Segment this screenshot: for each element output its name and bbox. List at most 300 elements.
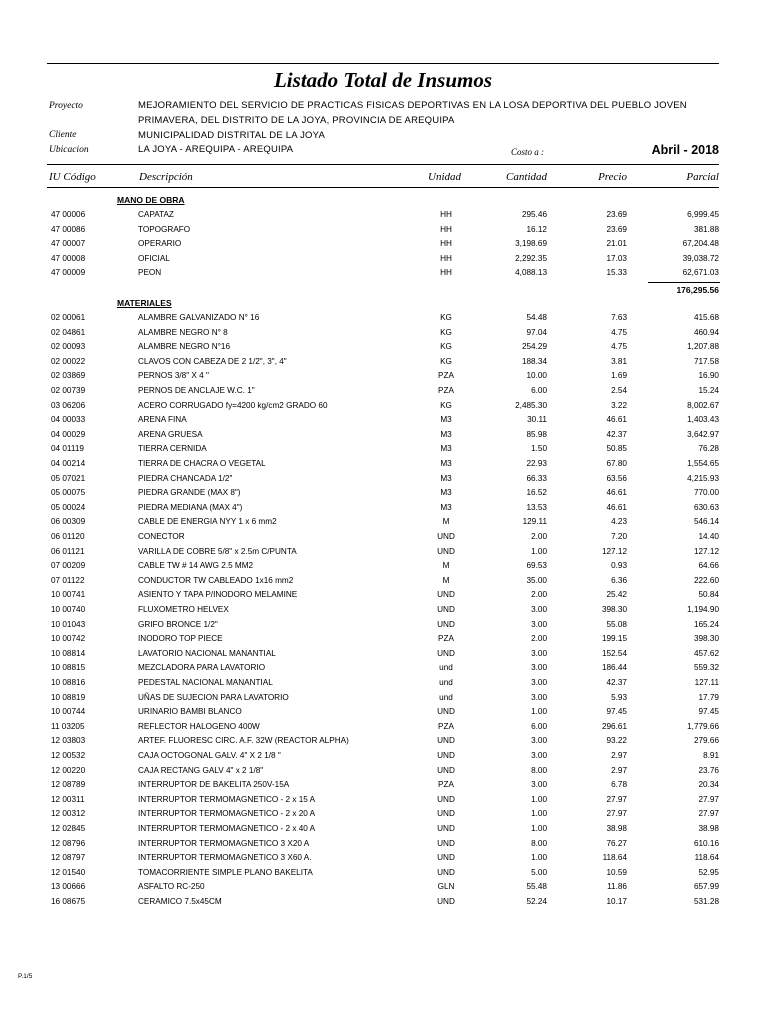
- item-code: 12 08796: [51, 838, 86, 848]
- item-unit: UND: [437, 707, 455, 717]
- item-quantity: 254.29: [521, 342, 547, 352]
- item-unit: KG: [440, 327, 452, 337]
- item-description: INODORO TOP PIECE: [138, 634, 223, 644]
- item-price: 0.93: [611, 561, 627, 571]
- item-total: 381.88: [693, 224, 719, 234]
- table-row: [0, 868, 768, 883]
- item-total: 17.79: [698, 692, 719, 702]
- item-price: 199.15: [601, 634, 627, 644]
- item-description: INTERRUPTOR TERMOMAGNETICO - 2 x 40 A: [138, 824, 316, 833]
- cliente-label: Cliente: [49, 130, 77, 140]
- header-rule-top: [47, 164, 719, 165]
- table-row: [0, 736, 768, 751]
- item-unit: KG: [440, 356, 452, 366]
- item-price: 93.22: [606, 736, 627, 746]
- item-code: 47 00009: [51, 268, 86, 278]
- item-description: TOPOGRAFO: [138, 224, 191, 234]
- item-price: 21.01: [606, 239, 627, 249]
- item-unit: UND: [437, 590, 455, 600]
- item-description: ARENA GRUESA: [138, 429, 203, 439]
- table-row: [0, 517, 768, 532]
- item-code: 05 00024: [51, 502, 86, 512]
- item-code: 04 00029: [51, 429, 86, 439]
- col-header-precio: Precio: [598, 171, 627, 183]
- item-total: 1,207.88: [687, 342, 719, 352]
- item-total: 76.28: [698, 444, 719, 454]
- item-total: 630.63: [693, 502, 719, 512]
- item-price: 25.42: [606, 590, 627, 600]
- table-row: [0, 328, 768, 343]
- item-price: 15.33: [606, 268, 627, 278]
- ubicacion-label: Ubicacion: [49, 145, 89, 155]
- item-quantity: 10.00: [526, 371, 547, 381]
- item-total: 52.95: [698, 867, 719, 877]
- item-unit: UND: [437, 546, 455, 556]
- item-unit: M3: [440, 429, 452, 439]
- item-total: 39,038.72: [682, 253, 719, 263]
- table-row: [0, 780, 768, 795]
- item-total: 1,554.65: [687, 459, 719, 468]
- item-description: LAVATORIO NACIONAL MANANTIAL: [138, 648, 276, 658]
- table-row: [0, 707, 768, 722]
- table-row: [0, 824, 768, 839]
- table-row: [0, 401, 768, 416]
- table-row: [0, 590, 768, 605]
- col-header-cantidad: Cantidad: [506, 171, 547, 183]
- item-quantity: 6.00: [531, 721, 547, 731]
- item-price: 23.69: [606, 210, 627, 219]
- item-quantity: 2,292.35: [515, 253, 547, 263]
- item-price: 186.44: [601, 663, 627, 673]
- item-code: 12 00220: [51, 765, 86, 775]
- item-quantity: 35.00: [526, 575, 547, 585]
- item-total: 1,194.90: [687, 605, 719, 614]
- table-row: [0, 722, 768, 737]
- col-header-descripcion: Descripción: [139, 171, 193, 183]
- item-total: 460.94: [693, 327, 719, 337]
- item-unit: UND: [437, 619, 455, 629]
- item-code: 12 02845: [51, 824, 86, 833]
- table-row: [0, 561, 768, 576]
- item-code: 02 00061: [51, 313, 86, 322]
- item-quantity: 129.11: [522, 517, 547, 527]
- ubicacion-value: LA JOYA - AREQUIPA - AREQUIPA: [138, 144, 294, 155]
- item-description: ASFALTO RC-250: [138, 882, 205, 892]
- item-quantity: 8.00: [531, 765, 547, 775]
- item-quantity: 3.00: [531, 692, 547, 702]
- table-row: [0, 254, 768, 269]
- item-unit: UND: [437, 751, 455, 760]
- item-total: 127.12: [693, 546, 719, 556]
- item-code: 12 00311: [51, 794, 85, 804]
- item-total: 20.34: [698, 780, 719, 790]
- item-description: PERNOS DE ANCLAJE W.C. 1": [138, 386, 255, 395]
- item-description: CLAVOS CON CABEZA DE 2 1/2", 3", 4": [138, 356, 287, 366]
- item-total: 4,215.93: [687, 473, 719, 483]
- item-quantity: 2.00: [531, 532, 547, 541]
- item-quantity: 1.00: [531, 794, 547, 804]
- item-unit: M3: [440, 444, 452, 454]
- table-row: [0, 415, 768, 430]
- item-code: 04 00033: [51, 415, 86, 425]
- item-price: 50.85: [606, 444, 627, 454]
- item-code: 12 08789: [51, 780, 86, 790]
- item-total: 27.97: [698, 809, 719, 819]
- item-description: PIEDRA MEDIANA (MAX 4"): [138, 502, 243, 512]
- item-quantity: 54.48: [526, 313, 547, 322]
- item-quantity: 16.12: [526, 224, 547, 234]
- item-quantity: 85.98: [526, 429, 547, 439]
- item-quantity: 6.00: [531, 386, 547, 395]
- item-price: 5.93: [611, 692, 627, 702]
- item-description: ARTEF. FLUORESC CIRC. A.F. 32W (REACTOR ALPHA): [138, 736, 349, 746]
- item-total: 657.99: [693, 882, 719, 892]
- item-price: 6.78: [611, 780, 627, 790]
- item-price: 4.75: [611, 327, 627, 337]
- item-price: 97.45: [606, 707, 627, 717]
- item-unit: M: [442, 517, 450, 527]
- item-code: 10 00741: [51, 590, 86, 600]
- item-code: 06 00309: [51, 517, 86, 527]
- item-price: 55.08: [606, 619, 627, 629]
- item-price: 7.20: [611, 532, 627, 541]
- table-row: [0, 371, 768, 386]
- table-row: [0, 809, 768, 824]
- top-rule: [47, 63, 719, 64]
- item-description: INTERRUPTOR DE BAKELITA 250V-15A: [138, 780, 290, 790]
- item-unit: M3: [440, 488, 452, 498]
- item-quantity: 22.93: [526, 459, 547, 468]
- item-price: 398.30: [601, 605, 627, 614]
- item-price: 76.27: [606, 838, 627, 848]
- item-code: 10 00740: [51, 605, 86, 614]
- item-description: INTERRUPTOR TERMOMAGNETICO 3 X60 A.: [138, 853, 312, 863]
- item-description: UÑAS DE SUJECION PARA LAVATORIO: [138, 692, 289, 702]
- table-row: [0, 313, 768, 328]
- item-description: INTERRUPTOR TERMOMAGNETICO - 2 x 20 A: [138, 809, 316, 819]
- item-code: 47 00086: [51, 224, 86, 234]
- item-quantity: 52.24: [526, 897, 547, 906]
- item-code: 11 03205: [51, 721, 85, 731]
- col-header-iu-codigo: IU Código: [49, 171, 96, 183]
- costo-value: Abril - 2018: [651, 143, 719, 157]
- item-price: 152.54: [601, 648, 627, 658]
- item-code: 07 00209: [51, 561, 86, 571]
- item-unit: KG: [440, 342, 452, 352]
- table-row: [0, 897, 768, 912]
- item-quantity: 2.00: [531, 590, 547, 600]
- item-quantity: 1.00: [531, 824, 547, 833]
- item-price: 3.81: [611, 356, 627, 366]
- item-code: 16 08675: [51, 897, 86, 906]
- item-code: 12 03803: [51, 736, 86, 746]
- table-row: [0, 634, 768, 649]
- item-total: 118.64: [694, 853, 719, 863]
- item-unit: UND: [437, 824, 455, 833]
- table-row: [0, 430, 768, 445]
- item-description: CAPATAZ: [138, 210, 174, 219]
- item-unit: HH: [440, 239, 452, 249]
- item-quantity: 4,088.13: [515, 268, 547, 278]
- item-total: 16.90: [698, 371, 719, 381]
- item-unit: M: [442, 575, 450, 585]
- item-total: 14.40: [698, 532, 719, 541]
- item-quantity: 8.00: [531, 838, 547, 848]
- item-total: 717.58: [693, 356, 719, 366]
- item-code: 10 08816: [51, 678, 86, 687]
- item-description: MEZCLADORA PARA LAVATORIO: [138, 663, 266, 673]
- table-row: [0, 649, 768, 664]
- item-code: 10 01043: [51, 619, 86, 629]
- item-total: 27.97: [698, 794, 719, 804]
- table-row: [0, 532, 768, 547]
- item-unit: M: [442, 561, 450, 571]
- item-quantity: 3.00: [531, 751, 547, 760]
- item-price: 17.03: [606, 253, 627, 263]
- item-code: 12 00532: [51, 751, 86, 760]
- item-unit: PZA: [438, 634, 454, 644]
- item-total: 97.45: [698, 707, 719, 717]
- item-description: ALAMBRE GALVANIZADO N° 16: [138, 313, 260, 322]
- item-total: 457.62: [693, 648, 719, 658]
- item-unit: und: [439, 678, 453, 687]
- table-row: [0, 795, 768, 810]
- table-row: [0, 386, 768, 401]
- item-quantity: 13.53: [526, 502, 547, 512]
- item-price: 63.56: [606, 473, 627, 483]
- item-description: TIERRA CERNIDA: [138, 444, 207, 454]
- item-total: 38.98: [698, 824, 719, 833]
- proyecto-label: Proyecto: [49, 101, 83, 111]
- page-number: P.1/5: [18, 973, 33, 980]
- item-description: ALAMBRE NEGRO N° 8: [138, 327, 228, 337]
- item-description: CAJA RECTANG GALV 4" x 2 1/8": [138, 765, 264, 775]
- mano-de-obra-subtotal: 176,295.56: [676, 285, 719, 295]
- item-description: CAJA OCTOGONAL GALV. 4" X 2 1/8 ": [138, 751, 281, 760]
- item-total: 279.66: [693, 736, 719, 746]
- item-quantity: 69.53: [526, 561, 547, 571]
- item-unit: UND: [437, 838, 455, 848]
- item-total: 67,204.48: [682, 239, 719, 249]
- item-price: 2.54: [611, 386, 627, 395]
- item-quantity: 30.11: [527, 415, 547, 425]
- table-row: [0, 474, 768, 489]
- item-unit: UND: [437, 532, 455, 541]
- col-header-parcial: Parcial: [686, 171, 719, 183]
- item-quantity: 1.00: [531, 809, 547, 819]
- item-code: 10 08815: [51, 663, 86, 673]
- item-code: 02 00093: [51, 342, 86, 352]
- item-description: CONECTOR: [138, 532, 185, 541]
- item-code: 03 06206: [51, 400, 86, 410]
- table-row: [0, 444, 768, 459]
- item-description: CABLE DE ENERGIA NYY 1 x 6 mm2: [138, 517, 277, 527]
- item-quantity: 188.34: [521, 356, 547, 366]
- table-row: [0, 853, 768, 868]
- item-price: 1.69: [611, 371, 627, 381]
- item-code: 12 00312: [51, 809, 86, 819]
- item-total: 1,403.43: [687, 415, 719, 425]
- item-price: 4.75: [611, 342, 627, 352]
- item-quantity: 5.00: [531, 867, 547, 877]
- item-description: OFICIAL: [138, 253, 170, 263]
- table-row: [0, 210, 768, 225]
- table-row: [0, 882, 768, 897]
- item-code: 05 07021: [51, 473, 86, 483]
- item-quantity: 3.00: [531, 605, 547, 614]
- item-unit: HH: [440, 268, 452, 278]
- item-quantity: 295.46: [521, 210, 547, 219]
- item-code: 02 00739: [51, 386, 86, 395]
- item-description: INTERRUPTOR TERMOMAGNETICO 3 X20 A: [138, 838, 310, 848]
- table-row: [0, 605, 768, 620]
- item-quantity: 66.33: [526, 473, 547, 483]
- item-total: 610.16: [693, 838, 719, 848]
- item-price: 46.61: [606, 488, 627, 498]
- item-unit: HH: [440, 253, 452, 263]
- item-price: 46.61: [606, 502, 627, 512]
- item-unit: und: [439, 663, 453, 673]
- item-quantity: 2,485.30: [515, 400, 547, 410]
- item-unit: KG: [440, 400, 452, 410]
- item-price: 38.98: [606, 824, 627, 833]
- item-code: 47 00008: [51, 253, 86, 263]
- page-title: Listado Total de Insumos: [273, 68, 493, 92]
- item-description: CERAMICO 7.5x45CM: [138, 897, 222, 906]
- col-header-unidad: Unidad: [428, 171, 461, 183]
- item-quantity: 3.00: [531, 678, 547, 687]
- table-row: [0, 268, 768, 283]
- item-quantity: 3.00: [531, 648, 547, 658]
- item-price: 7.63: [611, 313, 627, 322]
- item-unit: M3: [440, 459, 452, 468]
- item-description: PEON: [138, 268, 162, 278]
- item-description: URINARIO BAMBI BLANCO: [138, 707, 242, 717]
- item-price: 127.12: [601, 546, 627, 556]
- item-code: 06 01120: [51, 532, 85, 541]
- item-total: 6,999.45: [687, 210, 719, 219]
- item-price: 2.97: [611, 765, 627, 775]
- table-row: [0, 225, 768, 240]
- item-total: 415.68: [693, 313, 719, 322]
- item-total: 770.00: [693, 488, 719, 498]
- item-unit: UND: [437, 897, 455, 906]
- cliente-value: MUNICIPALIDAD DISTRITAL DE LA JOYA: [138, 130, 325, 141]
- item-price: 46.61: [606, 415, 627, 425]
- item-total: 15.24: [698, 386, 719, 395]
- item-code: 07 01122: [51, 575, 85, 585]
- item-unit: UND: [437, 867, 455, 877]
- item-total: 165.24: [693, 619, 719, 629]
- item-unit: PZA: [438, 721, 454, 731]
- item-total: 222.60: [693, 575, 719, 585]
- table-row: [0, 357, 768, 372]
- item-description: CABLE TW # 14 AWG 2.5 MM2: [138, 561, 254, 571]
- item-total: 62,671.03: [682, 268, 719, 278]
- table-row: [0, 663, 768, 678]
- proyecto-line-1: MEJORAMIENTO DEL SERVICIO DE PRACTICAS FISICAS DEPORTIVAS EN LA LOSA DEPORTIVA DEL PUEBLO JOVEN: [138, 100, 687, 111]
- item-code: 12 01540: [51, 867, 86, 877]
- item-code: 47 00007: [51, 239, 86, 249]
- item-total: 546.14: [693, 517, 719, 527]
- table-row: [0, 839, 768, 854]
- item-unit: HH: [440, 224, 452, 234]
- item-description: PEDESTAL NACIONAL MANANTIAL: [138, 678, 273, 687]
- item-unit: PZA: [438, 780, 454, 790]
- item-description: VARILLA DE COBRE 5/8" x 2.5m C/PUNTA: [138, 546, 297, 556]
- item-total: 127.11: [694, 678, 719, 687]
- item-quantity: 1.50: [531, 444, 547, 454]
- item-code: 47 00006: [51, 210, 86, 219]
- item-price: 67.80: [606, 459, 627, 468]
- table-row: [0, 239, 768, 254]
- item-unit: HH: [440, 210, 452, 219]
- table-row: [0, 547, 768, 562]
- item-quantity: 3,198.69: [515, 239, 547, 249]
- item-price: 27.97: [606, 794, 627, 804]
- item-unit: und: [439, 692, 453, 702]
- header-rule-bottom: [47, 187, 719, 188]
- item-total: 559.32: [693, 663, 719, 673]
- item-quantity: 3.00: [531, 663, 547, 673]
- item-price: 10.17: [606, 897, 627, 906]
- item-unit: M3: [440, 415, 452, 425]
- table-row: [0, 678, 768, 693]
- item-price: 118.64: [602, 853, 627, 863]
- item-description: REFLECTOR HALOGENO 400W: [138, 721, 260, 731]
- item-quantity: 1.00: [531, 853, 547, 863]
- item-code: 05 00075: [51, 488, 86, 498]
- item-unit: M3: [440, 473, 452, 483]
- item-code: 04 00214: [51, 459, 86, 468]
- item-total: 8.91: [703, 751, 719, 760]
- item-quantity: 3.00: [531, 619, 547, 629]
- item-description: ARENA FINA: [138, 415, 187, 425]
- item-unit: UND: [437, 765, 455, 775]
- item-unit: UND: [437, 794, 455, 804]
- item-total: 64.66: [698, 561, 719, 571]
- item-code: 10 00744: [51, 707, 86, 717]
- section-title-mano-de-obra: MANO DE OBRA: [117, 195, 185, 205]
- item-unit: UND: [437, 605, 455, 614]
- table-row: [0, 576, 768, 591]
- item-price: 11.86: [607, 882, 627, 892]
- table-row: [0, 766, 768, 781]
- item-unit: GLN: [437, 882, 455, 892]
- item-total: 3,642.97: [687, 429, 719, 439]
- item-price: 42.37: [606, 678, 627, 687]
- item-code: 02 03869: [51, 371, 86, 381]
- table-row: [0, 342, 768, 357]
- table-row: [0, 459, 768, 474]
- item-total: 398.30: [693, 634, 719, 644]
- item-total: 50.84: [698, 590, 719, 600]
- item-description: TIERRA DE CHACRA O VEGETAL: [138, 459, 266, 468]
- item-code: 06 01121: [51, 546, 85, 556]
- item-price: 3.22: [611, 400, 627, 410]
- item-description: INTERRUPTOR TERMOMAGNETICO - 2 x 15 A: [138, 794, 316, 804]
- item-description: FLUXOMETRO HELVEX: [138, 605, 229, 614]
- item-quantity: 2.00: [531, 634, 547, 644]
- item-description: PIEDRA CHANCADA 1/2": [138, 473, 233, 483]
- item-description: ALAMBRE NEGRO N°16: [138, 342, 230, 352]
- item-description: ASIENTO Y TAPA P/INODORO MELAMINE: [138, 590, 298, 600]
- table-row: [0, 693, 768, 708]
- item-quantity: 97.04: [526, 327, 547, 337]
- item-price: 10.59: [606, 867, 627, 877]
- item-price: 42.37: [606, 429, 627, 439]
- item-description: ACERO CORRUGADO fy=4200 kg/cm2 GRADO 60: [138, 400, 328, 410]
